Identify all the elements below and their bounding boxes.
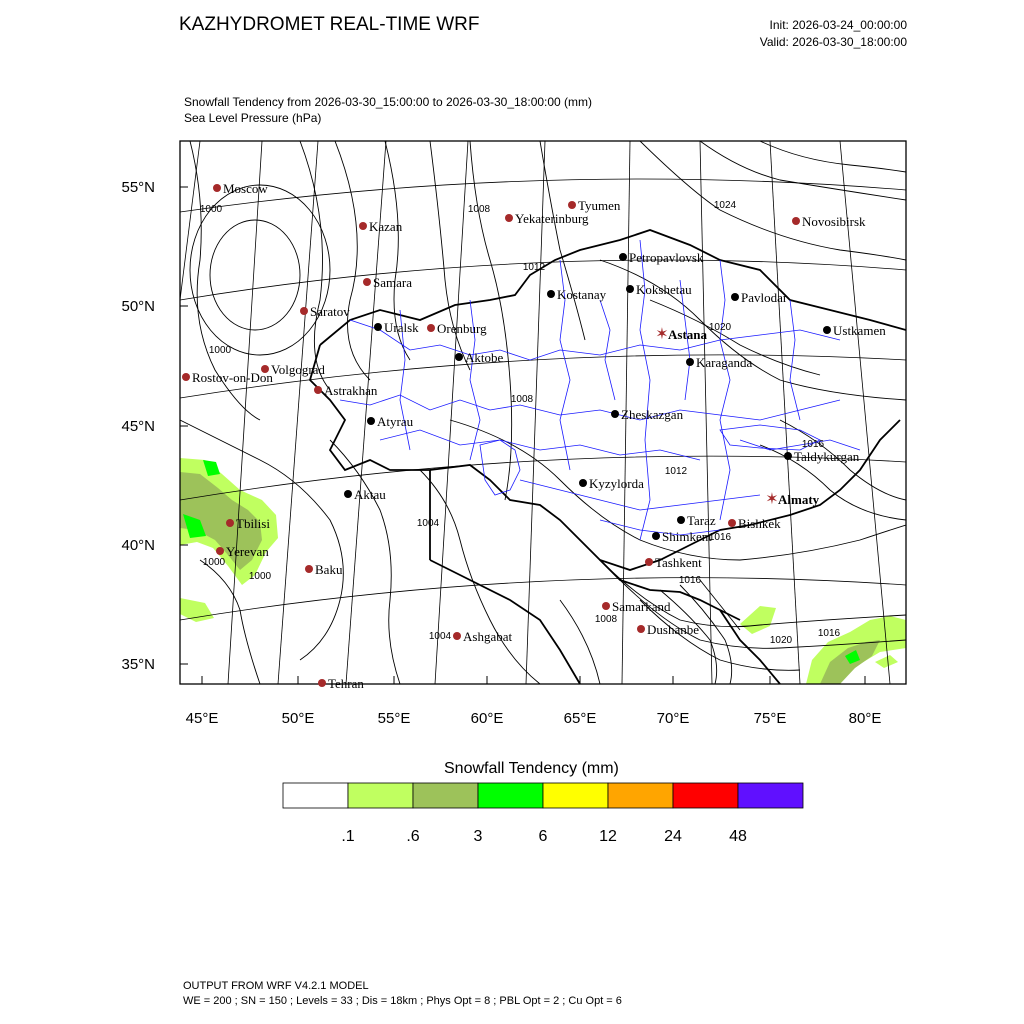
- lat-label: 50°N: [121, 298, 155, 315]
- city-marker: [182, 373, 190, 381]
- isobar-label: 1000: [199, 204, 223, 215]
- colorbar-swatch: [413, 783, 478, 808]
- lat-label: 45°N: [121, 418, 155, 435]
- colorbar-label: .6: [406, 828, 420, 845]
- isobar-label: 1004: [428, 631, 452, 642]
- city-label: Karaganda: [696, 355, 753, 370]
- city-label: Baku: [315, 562, 343, 577]
- city-petropavlovsk: [619, 250, 704, 265]
- city-pavlodar: [731, 290, 788, 305]
- city-marker: [367, 417, 375, 425]
- colorbar-label: 48: [729, 828, 747, 845]
- city-label: Tashkent: [655, 555, 702, 570]
- chart-title: KAZHYDROMET REAL-TIME WRF: [179, 14, 480, 35]
- isobar-label: 1024: [713, 200, 737, 211]
- city-label: Almaty: [778, 492, 820, 507]
- city-marker: [427, 324, 435, 332]
- isobar-label: 1016: [708, 532, 732, 543]
- isobar-label: 1020: [769, 635, 793, 646]
- colorbar-swatch: [608, 783, 673, 808]
- lon-label: 80°E: [848, 710, 882, 727]
- city-label: Ashgabat: [463, 629, 513, 644]
- city-label: Yekaterinburg: [515, 211, 589, 226]
- city-almaty: [765, 491, 819, 508]
- colorbar-swatch: [738, 783, 803, 808]
- colorbar-swatch: [543, 783, 608, 808]
- city-label: Orenburg: [437, 321, 487, 336]
- city-marker: [318, 679, 326, 687]
- city-marker: [455, 353, 463, 361]
- city-atyrau: [367, 414, 414, 429]
- isobar-label: 1020: [708, 322, 732, 333]
- city-tehran: [318, 676, 364, 691]
- city-marker: [547, 290, 555, 298]
- city-yekaterinburg: [505, 211, 589, 226]
- axis-labels: [121, 179, 881, 727]
- valid-time: Valid: 2026-03-30_18:00:00: [759, 35, 907, 49]
- city-label: Volgograd: [271, 362, 325, 377]
- city-marker: [792, 217, 800, 225]
- water-outlines: [480, 425, 820, 495]
- city-rostov-on-don: [182, 370, 273, 385]
- city-marker: [344, 490, 352, 498]
- isobar-label: 1016: [817, 628, 841, 639]
- lon-label: 70°E: [656, 710, 690, 727]
- city-label: Taraz: [687, 513, 716, 528]
- city-marker: [300, 307, 308, 315]
- city-marker: [213, 184, 221, 192]
- city-samarkand: [602, 599, 671, 614]
- city-ashgabat: [453, 629, 512, 644]
- city-marker: [226, 519, 234, 527]
- city-ustkamen: [823, 323, 886, 338]
- city-marker: [823, 326, 831, 334]
- city-label: Kyzylorda: [589, 476, 644, 491]
- colorbar-swatch: [478, 783, 543, 808]
- isobar-label: 1012: [664, 466, 688, 477]
- city-marker: [637, 625, 645, 633]
- city-marker: [611, 410, 619, 418]
- city-marker: [568, 201, 576, 209]
- field-description-pressure: Sea Level Pressure (hPa): [184, 111, 322, 125]
- city-label: Aktau: [354, 487, 386, 502]
- lon-label: 55°E: [377, 710, 411, 727]
- isobar-label: 1000: [208, 345, 232, 356]
- city-karaganda: [686, 355, 753, 370]
- capital-star-icon: ✶: [765, 491, 779, 508]
- city-marker: [645, 558, 653, 566]
- city-label: Kazan: [369, 219, 403, 234]
- city-label: Astana: [668, 327, 708, 342]
- colorbar-title: Snowfall Tendency (mm): [444, 760, 619, 777]
- city-dushanbe: [637, 622, 699, 637]
- city-label: Samara: [373, 275, 412, 290]
- city-label: Yerevan: [226, 544, 269, 559]
- colorbar-label: .1: [341, 828, 355, 845]
- city-label: Zheskazgan: [621, 407, 684, 422]
- colorbar-swatch: [348, 783, 413, 808]
- city-label: Bishkek: [738, 516, 781, 531]
- city-label: Atyrau: [377, 414, 414, 429]
- lat-label: 55°N: [121, 179, 155, 196]
- colorbar-label: 3: [473, 828, 483, 845]
- city-marker: [579, 479, 587, 487]
- city-label: Kostanay: [557, 287, 607, 302]
- lon-label: 75°E: [753, 710, 787, 727]
- city-bishkek: [728, 516, 781, 531]
- isobar-label: 1008: [467, 204, 491, 215]
- city-marker: [359, 222, 367, 230]
- city-label: Tbilisi: [236, 516, 270, 531]
- capital-star-icon: ✶: [655, 326, 669, 343]
- city-shimkent: [652, 529, 712, 544]
- city-marker: [677, 516, 685, 524]
- colorbar-swatch: [673, 783, 738, 808]
- colorbar-swatch: [283, 783, 348, 808]
- city-label: Uralsk: [384, 320, 419, 335]
- city-aktau: [344, 487, 386, 502]
- city-label: Kokshetau: [636, 282, 692, 297]
- lon-label: 45°E: [185, 710, 219, 727]
- city-marker: [602, 602, 610, 610]
- city-label: Tyumen: [578, 198, 621, 213]
- isobar-label: 1012: [522, 262, 546, 273]
- city-astana: [655, 326, 707, 343]
- city-label: Petropavlovsk: [629, 250, 704, 265]
- city-marker: [453, 632, 461, 640]
- city-label: Tehran: [328, 676, 364, 691]
- city-marker: [363, 278, 371, 286]
- city-marker: [216, 547, 224, 555]
- colorbar-label: 24: [664, 828, 682, 845]
- city-label: Ustkamen: [833, 323, 886, 338]
- city-label: Astrakhan: [324, 383, 378, 398]
- city-baku: [305, 562, 343, 577]
- isobar-label: 1000: [248, 571, 272, 582]
- city-kokshetau: [626, 282, 692, 297]
- city-kostanay: [547, 287, 607, 302]
- city-marker: [374, 323, 382, 331]
- isobar-label: 1016: [678, 575, 702, 586]
- city-kyzylorda: [579, 476, 644, 491]
- city-novosibirsk: [792, 214, 866, 229]
- city-samara: [363, 275, 412, 290]
- lon-label: 65°E: [563, 710, 597, 727]
- city-marker: [731, 293, 739, 301]
- city-label: Dushanbe: [647, 622, 699, 637]
- isobar-label: 1016: [801, 439, 825, 450]
- isobar-label: 1000: [202, 557, 226, 568]
- city-zheskazgan: [611, 407, 684, 422]
- city-markers: [182, 181, 886, 691]
- city-astrakhan: [314, 383, 378, 398]
- city-marker: [784, 452, 792, 460]
- city-taraz: [677, 513, 716, 528]
- city-marker: [619, 253, 627, 261]
- city-label: Taldykurgan: [794, 449, 860, 464]
- city-label: Rostov-on-Don: [192, 370, 273, 385]
- colorbar: [283, 783, 803, 845]
- city-uralsk: [374, 320, 419, 335]
- lon-label: 60°E: [470, 710, 504, 727]
- city-marker: [728, 519, 736, 527]
- city-marker: [626, 285, 634, 293]
- init-time: Init: 2026-03-24_00:00:00: [769, 18, 907, 32]
- footer-model: OUTPUT FROM WRF V4.2.1 MODEL: [183, 980, 369, 992]
- city-label: Saratov: [310, 304, 350, 319]
- city-marker: [652, 532, 660, 540]
- field-description-snowfall: Snowfall Tendency from 2026-03-30_15:00:00 to 2026-03-30_18:00:00 (mm): [184, 95, 593, 109]
- city-marker: [686, 358, 694, 366]
- lat-label: 35°N: [121, 656, 155, 673]
- city-label: Pavlodar: [741, 290, 788, 305]
- city-marker: [505, 214, 513, 222]
- lon-label: 50°E: [281, 710, 315, 727]
- city-label: Samarkand: [612, 599, 671, 614]
- colorbar-label: 6: [538, 828, 548, 845]
- city-moscow: [213, 181, 268, 196]
- isobar-label: 1008: [594, 614, 618, 625]
- isobar-label: 1008: [510, 394, 534, 405]
- isobar-label: 1004: [416, 518, 440, 529]
- city-kazan: [359, 219, 403, 234]
- city-label: Moscow: [223, 181, 268, 196]
- lat-label: 40°N: [121, 537, 155, 554]
- city-orenburg: [427, 321, 487, 336]
- city-label: Shimkent: [662, 529, 712, 544]
- city-label: Aktobe: [465, 350, 504, 365]
- colorbar-label: 12: [599, 828, 617, 845]
- city-taldykurgan: [784, 449, 860, 464]
- footer-config: WE = 200 ; SN = 150 ; Levels = 33 ; Dis = 18km ; Phys Opt = 8 ; PBL Opt = 2 ; Cu Opt = 6: [183, 995, 622, 1007]
- city-label: Novosibirsk: [802, 214, 866, 229]
- city-saratov: [300, 304, 350, 319]
- city-marker: [305, 565, 313, 573]
- city-marker: [314, 386, 322, 394]
